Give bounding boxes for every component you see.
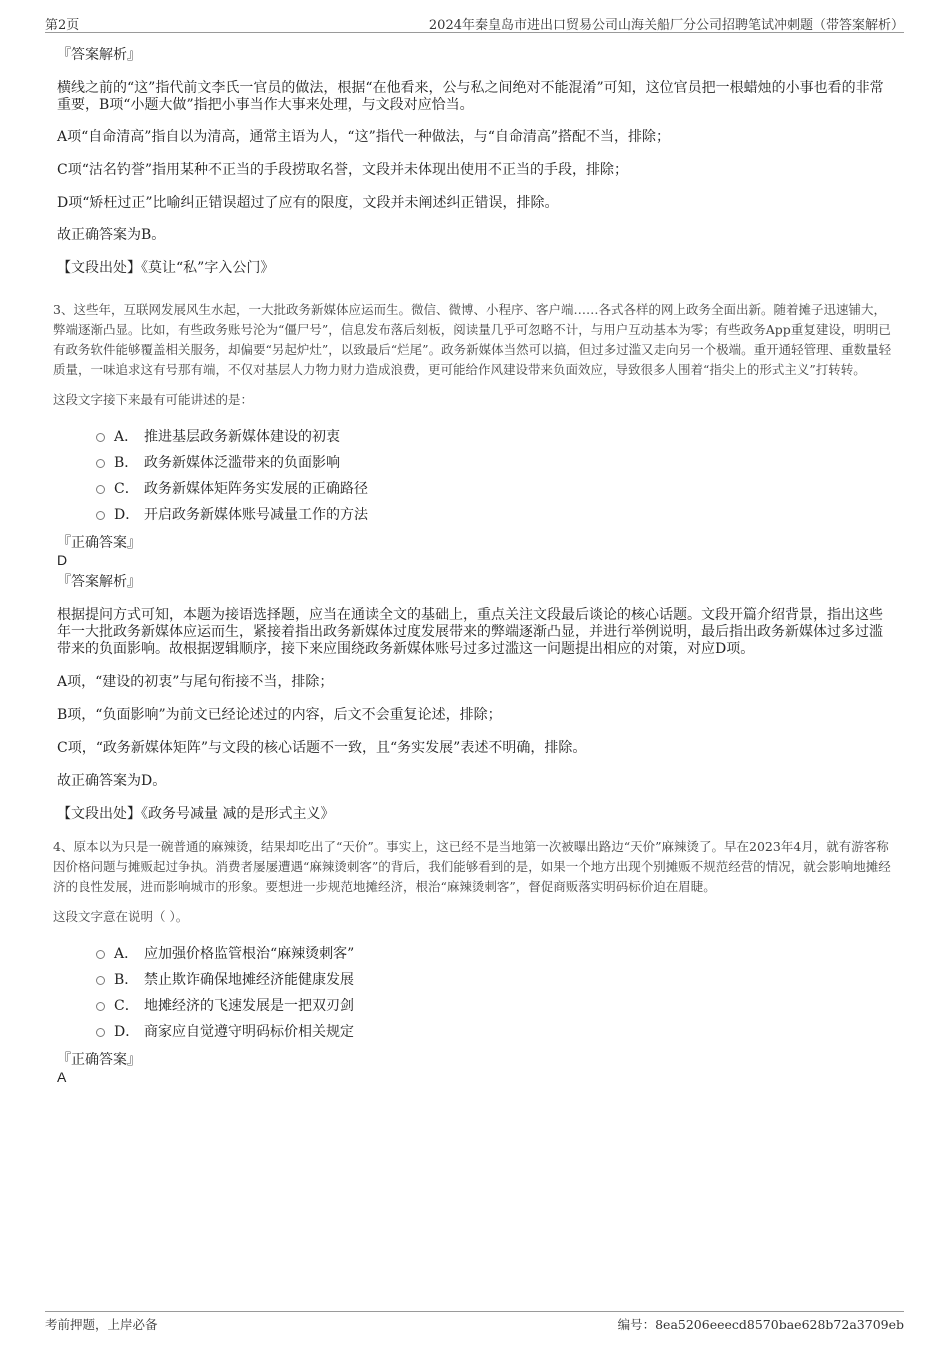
option-b[interactable]: B． 政务新媒体泛滥带来的负面影响 xyxy=(57,450,895,476)
analysis-paragraph: 根据提问方式可知，本题为接语选择题，应当在通读全文的基础上，重点关注文段最后谈论的核心话题。文段开篇介绍背景，指出这些年一大批政务新媒体应运而生，紧接着指出政务新媒体过度发展带来的弊端逐渐凸显，并进行举例说明，最后指出政务新媒体过多过滥带来的负面影响。故根据逻辑顺序，接下来应围绕政务新媒体账号过多过滥这一问题提出相应的对策，对应D项。 xyxy=(57,607,883,657)
option-c[interactable]: C． 地摊经济的飞速发展是一把双刃剑 xyxy=(57,993,895,1019)
correct-answer-value: D xyxy=(57,552,68,568)
radio-icon[interactable] xyxy=(96,511,105,520)
radio-icon[interactable] xyxy=(96,950,105,959)
correct-answer-heading: 『正确答案』 xyxy=(57,1052,141,1068)
radio-icon[interactable] xyxy=(96,1002,105,1011)
option-a[interactable]: A． 推进基层政务新媒体建设的初衷 xyxy=(57,424,895,450)
analysis-paragraph: 横线之前的“这”指代前文李氏一官员的做法，根据“在他看来，公与私之间绝对不能混淆”可知，这位官员把一根蜡烛的小事也看的非常重要，B项“小题大做”指把小事当作大事来处理，与文段对应恰当。 xyxy=(57,80,884,113)
radio-icon[interactable] xyxy=(96,1028,105,1037)
question-4-text: 4、原本以为只是一碗普通的麻辣烫，结果却吃出了“天价”。事实上，这已经不是当地第一次被曝出路边“天价”麻辣烫了。早在2023年4月，就有游客称因价格问题与摊贩起过争执。消费者屡屡遭遇“麻辣烫刺客”的背后，我们能够看到的是，如果一个地方出现个别摊贩不规范经营的情况，就会影响地摊经济的良性发展，进而影响城市的形象。要想进一步规范地摊经济，根治“麻辣烫刺客”，督促商贩落实明码标价迫在眉睫。 xyxy=(53,839,891,894)
page-number: 第2页 xyxy=(45,18,80,33)
answer-analysis-heading: 『答案解析』 xyxy=(57,574,141,590)
source-citation: 【文段出处】《莫让“私”字入公门》 xyxy=(57,260,275,276)
answer-analysis-heading: 『答案解析』 xyxy=(57,47,141,63)
radio-icon[interactable] xyxy=(96,459,105,468)
document-title: 2024年秦皇岛市进出口贸易公司山海关船厂分公司招聘笔试冲刺题（带答案解析） xyxy=(428,18,904,33)
analysis-option-d: D项“矫枉过正”比喻纠正错误超过了应有的限度，文段并未阐述纠正错误，排除。 xyxy=(57,195,559,211)
analysis-option-b: B项，“负面影响”为前文已经论述过的内容，后文不会重复论述，排除； xyxy=(57,707,502,723)
analysis-final: 故正确答案为B。 xyxy=(57,227,166,243)
analysis-option-a: A项“自命清高”指自以为清高，通常主语为人，“这”指代一种做法，与“自命清高”搭配不当，排除； xyxy=(57,129,671,145)
option-d[interactable]: D． 开启政务新媒体账号减量工作的方法 xyxy=(57,502,895,528)
radio-icon[interactable] xyxy=(96,485,105,494)
analysis-option-c: C项“沽名钓誉”指用某种不正当的手段捞取名誉，文段并未体现出使用不正当的手段，排除； xyxy=(57,162,629,178)
option-c[interactable]: C． 政务新媒体矩阵务实发展的正确路径 xyxy=(57,476,895,502)
question-4-prompt: 这段文字意在说明（ ）。 xyxy=(53,909,189,924)
option-d[interactable]: D． 商家应自觉遵守明码标价相关规定 xyxy=(57,1019,895,1045)
option-b[interactable]: B． 禁止欺诈确保地摊经济能健康发展 xyxy=(57,967,895,993)
radio-icon[interactable] xyxy=(96,433,105,442)
correct-answer-heading: 『正确答案』 xyxy=(57,535,141,551)
question-3-text: 3、这些年，互联网发展风生水起，一大批政务新媒体应运而生。微信、微博、小程序、客户端……各式各样的网上政务全面出新。随着摊子迅速铺大，弊端逐渐凸显。比如，有些政务账号沦为“僵尸号”，信息发布落后刻板，阅读量几乎可忽略不计，与用户互动基本为零；有些政务App重复建设，明明已有政务软件能够覆盖相关服务，却偏要“另起炉灶”，以致最后“烂尾”。政务新媒体当然可以搞，但过多过滥又走向另一个极端。重开通轻管理、重数量轻质量，一味追求这有号那有端，不仅对基层人力物力财力造成浪费，更可能给作风建设带来负面效应，导致很多人围着“指尖上的形式主义”打转转。 xyxy=(53,302,892,377)
analysis-final: 故正确答案为D。 xyxy=(57,773,167,789)
page-footer xyxy=(45,1311,904,1335)
document-serial: 编号：8ea5206eeecd8570bae628b72a3709eb xyxy=(617,1317,904,1332)
question-4-options xyxy=(57,941,895,1045)
radio-icon[interactable] xyxy=(96,976,105,985)
page-content xyxy=(53,46,895,1086)
page-header xyxy=(45,14,904,33)
question-3-prompt: 这段文字接下来最有可能讲述的是： xyxy=(53,392,254,407)
option-a[interactable]: A． 应加强价格监管根治“麻辣烫刺客” xyxy=(57,941,895,967)
correct-answer-value: A xyxy=(57,1069,67,1085)
question-3-options xyxy=(57,424,895,528)
footer-slogan: 考前押题，上岸必备 xyxy=(45,1317,158,1332)
source-citation: 【文段出处】《政务号减量 减的是形式主义》 xyxy=(57,806,335,822)
analysis-option-a: A项，“建设的初衷”与尾句衔接不当，排除； xyxy=(57,674,334,690)
analysis-option-c: C项，“政务新媒体矩阵”与文段的核心话题不一致，且“务实发展”表述不明确，排除。 xyxy=(57,740,587,756)
